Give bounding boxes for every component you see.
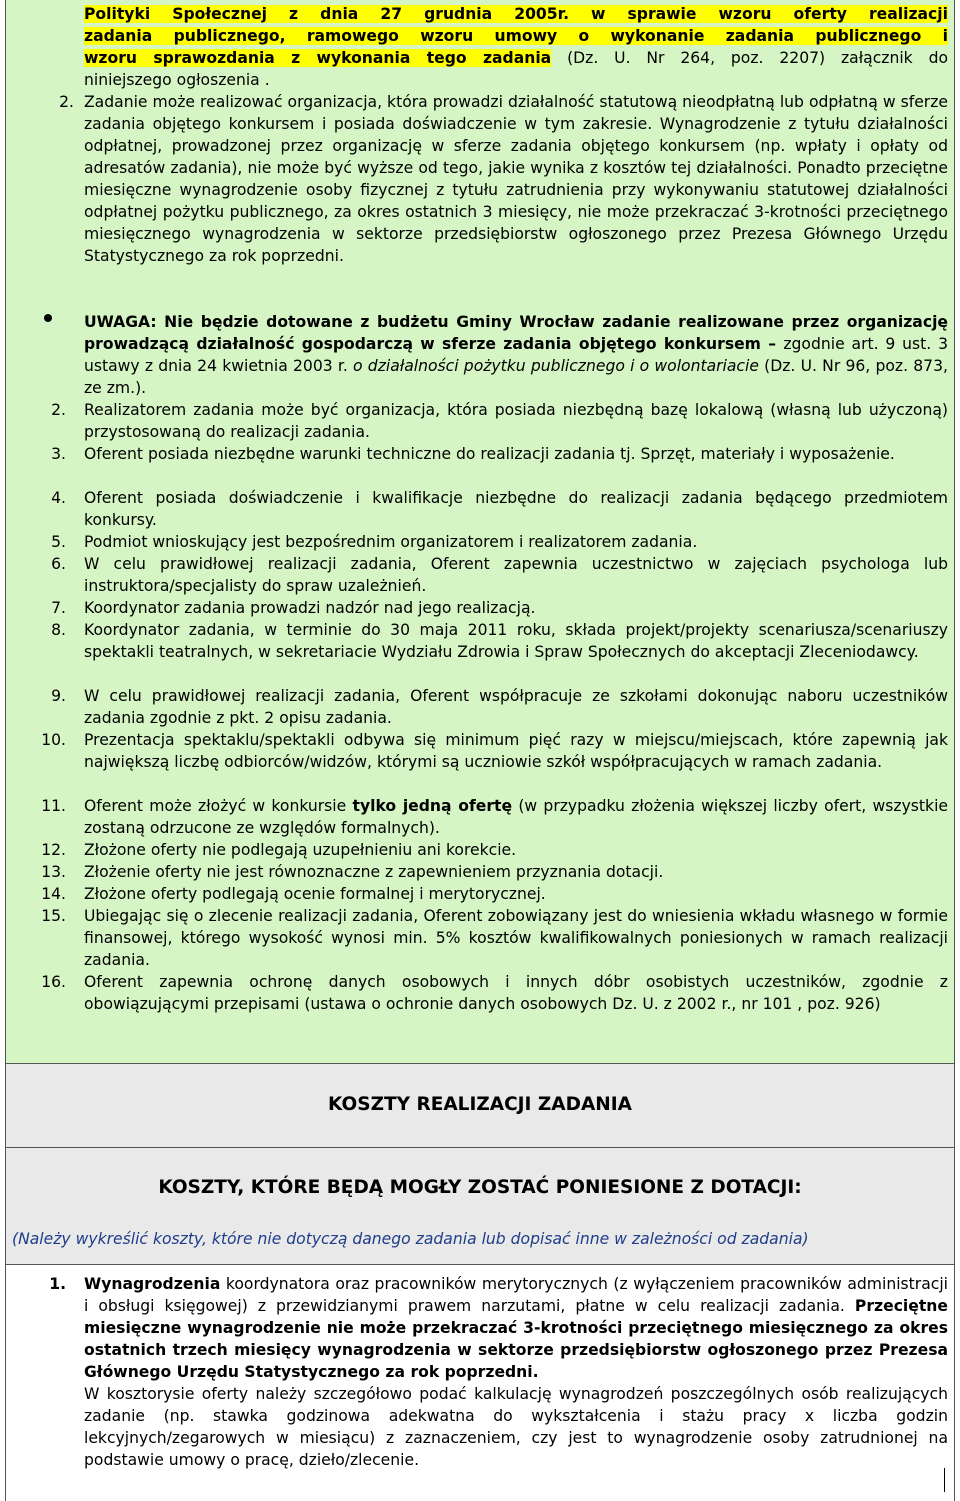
bullet-icon [44,314,52,322]
list-item [84,795,948,839]
list-item-text: Oferent może złożyć w konkursie [84,797,353,815]
list-item: Złożone oferty podlegają ocenie formalnej i merytorycznej. [84,885,546,903]
cost-item-bold-text: Przeciętne miesięczne wynagrodzenie nie może przekraczać 3-krotności przeciętnego miesięcznego za okres ostatnich trzech miesięcy wynagrodzenia w sektorze przedsiębiorstw ogłoszonego przez Prezesa Głównego Urzędu Statystycznego za rok poprzedni. [84,1297,948,1381]
text-cursor [944,1468,945,1492]
list-item: Złożenie oferty nie jest równoznaczne z zapewnieniem przyznania dotacji. [84,863,664,881]
cost-item [84,1273,948,1471]
item-number: 14. [41,885,66,903]
item-number: 13. [41,863,66,881]
intro-text: (Dz. U. Nr 264, poz. 2207) załącznik do [551,49,949,67]
cost-item-title: Wynagrodzenia [84,1275,221,1293]
item-number: 6. [51,555,66,573]
item-number: 3. [51,445,66,463]
section-heading: KOSZTY, KTÓRE BĘDĄ MOGŁY ZOSTAĆ PONIESIONE Z DOTACJI: [158,1177,802,1198]
warning-text-tail: (Dz. U. Nr 96, poz. 873, ze zm.). [84,357,948,397]
item-number: 16. [41,973,66,991]
law-title: o działalności pożytku publicznego i o wolontariacie [353,357,759,375]
item-number: 10. [41,731,66,749]
highlighted-text: Polityki Społecznej z dnia 27 grudnia 2005r. w sprawie wzoru oferty realizacji [84,5,948,23]
item-number: 15. [41,907,66,925]
list-item-text: (w przypadku złożenia większej liczby ofert, wszystkie zostaną odrzucone ze względów formalnych). [84,797,948,837]
highlighted-text: zadania publicznego, ramowego wzoru umowy o wykonanie zadania publicznego i [84,27,948,45]
list-item: Oferent posiada niezbędne warunki techniczne do realizacji zadania tj. Sprzęt, materiały i wyposażenie. [84,445,895,463]
item-number: 8. [51,621,66,639]
highlighted-text: wzoru sprawozdania z wykonania tego zadania [84,49,552,67]
list-item: W celu prawidłowej realizacji zadania, Oferent współpracuje ze szkołami dokonując naboru uczestników zadania zgodnie z pkt. 2 opisu zadania. [84,687,948,727]
cost-item-number [36,1273,66,1295]
intro-text: niniejszego ogłoszenia . [84,71,270,89]
section-heading: KOSZTY REALIZACJI ZADANIA [328,1094,632,1115]
eligibility-paragraph: Zadanie może realizować organizacja, która prowadzi działalność statutową nieodpłatną lub odpłatną w sferze zadania objętego konkursem i posiada doświadczenie w tym zakresie. Wynagrodzenie z tytułu działalności odpłatnej, prowadzonej przez organizację w sferze zadania objętego konkursem (np. wpłaty i opłaty od adresatów zadania), nie może być wyższe od tego, jakie wynika z kosztów tej działalności. Ponadto przeciętne miesięczne wynagrodzenie osoby fizycznej z tytułu zatrudnienia przy wykonywaniu statutowej działalności odpłatnej pożytku publicznego, za okres ostatnich 3 miesięcy, nie może przekraczać 3-krotności przeciętnego miesięcznego wynagrodzenia w sektorze przedsiębiorstw ogłoszonego przez Prezesa Głównego Urzędu Statystycznego za rok poprzedni. [84,93,948,265]
list-item: Podmiot wnioskujący jest bezpośrednim organizatorem i realizatorem zadania. [84,533,698,551]
list-item: W celu prawidłowej realizacji zadania, Oferent zapewnia uczestnictwo w zajęciach psychologa lub instruktora/specjalisty do spraw uzależnień. [84,555,948,595]
item-number: 9. [51,687,66,705]
cost-item-text: koordynatora oraz pracowników merytorycznych (z wyłączeniem pracowników administracji i obsługi księgowej) z przewidzianymi prawem narzutami, płatne w celu realizacji zadania. [84,1275,948,1315]
item-number: 5. [51,533,66,551]
item-number: 2. [51,401,66,419]
cost-item-number-text: 1. [49,1275,66,1293]
list-item: Oferent posiada doświadczenie i kwalifikacje niezbędne do realizacji zadania będącego przedmiotem konkursy. [84,489,948,529]
item-number: 11. [41,797,66,815]
list-item: Złożone oferty nie podlegają uzupełnieniu ani korekcie. [84,841,517,859]
paragraph-number: 2. [59,93,74,111]
list-item-bold: tylko jedną ofertę [352,797,513,815]
item-number: 4. [51,489,66,507]
list-item: Koordynator zadania, w terminie do 30 maja 2011 roku, składa projekt/projekty scenariusza/scenariuszy spektakli teatralnych, w sekretariacie Wydziału Zdrowia i Spraw Społecznych do akceptacji Zleceniodawcy. [84,621,948,661]
list-item: Prezentacja spektaklu/spektakli odbywa się minimum pięć razy w miejscu/miejscach, które zapewnią jak największą liczbę odbiorców/widzów, którymi są uczniowie szkół współpracujących w ramach zadania. [84,731,948,771]
item-number: 12. [41,841,66,859]
list-item: Oferent zapewnia ochronę danych osobowych i innych dóbr osobistych uczestników, zgodnie z obowiązującymi przepisami (ustawa o ochronie danych osobowych Dz. U. z 2002 r., nr 101 , poz. 926) [84,973,948,1013]
intro-paragraph [84,3,948,91]
list-item: Koordynator zadania prowadzi nadzór nad jego realizacją. [84,599,536,617]
cost-item-paragraph: W kosztorysie oferty należy szczegółowo podać kalkulację wynagrodzeń poszczególnych osób realizujących zadanie (np. stawka godzinowa adekwatna do wykształcenia i stażu pracy x liczba godzin lekcyjnych/zegarowych w miesiącu) z zaznaczeniem, czy jest to wynagrodzenie osoby zatrudnionej na podstawie umowy o pracę, dzieło/zlecenie. [84,1385,948,1469]
warning-text: zgodnie art. 9 ust. 3 ustawy z dnia 24 kwietnia 2003 r. [84,335,948,375]
warning-bold-text: UWAGA: Nie będzie dotowane z budżetu Gminy Wrocław zadanie realizowane przez organizację prowadzącą działalność gospodarczą w sferze zadania objętego konkursem – [84,313,948,353]
item-number: 7. [51,599,66,617]
list-item: Realizatorem zadania może być organizacja, która posiada niezbędną bazę lokalową (własną lub użyczoną) przystosowaną do realizacji zadania. [84,401,948,441]
list-item: Ubiegając się o zlecenie realizacji zadania, Oferent zobowiązany jest do wniesienia wkładu własnego w formie finansowej, którego wysokość wynosi min. 5% kosztów kwalifikowalnych poniesionych w ramach realizacji zadania. [84,907,948,969]
instruction-note: (Należy wykreślić koszty, które nie dotyczą danego zadania lub dopisać inne w zależności od zadania) [12,1230,809,1248]
warning-paragraph [84,311,948,399]
